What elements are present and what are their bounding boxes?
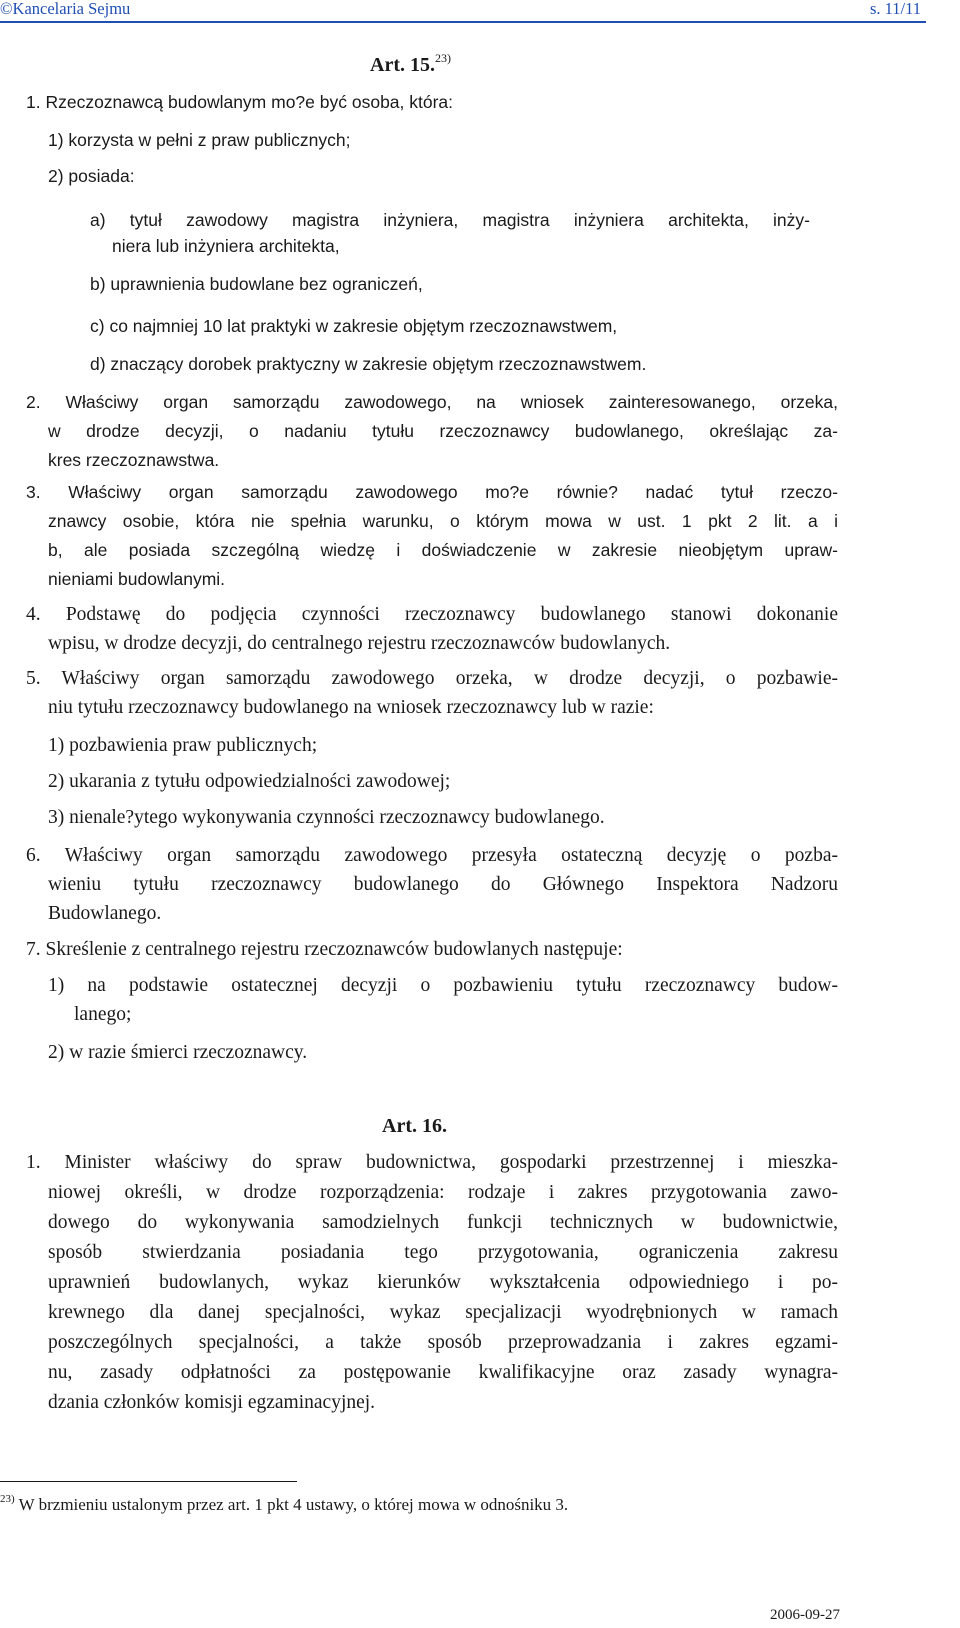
art15-par2-line2: w drodze decyzji, o nadaniu tytułu rzeczoznawcy budowlanego, określając za- [48,421,838,441]
art16-par1-line3: dowego do wykonywania samodzielnych funkcji technicznych w budownictwie, [48,1212,838,1233]
article-16-heading: Art. 16. [382,1115,447,1137]
art16-par1-line8: nu, zasady odpłatności za postępowanie kwalifikacyjne oraz zasady wynagra- [48,1362,838,1383]
header-rule [0,21,926,23]
art15-par7-item1-line1: 1) na podstawie ostatecznej decyzji o pozbawieniu tytułu rzeczoznawcy budow- [48,975,838,996]
art15-par1-intro: 1. Rzeczoznawcą budowlanym mo?e być osoba, która: [26,92,454,112]
art15-par6-line2: wieniu tytułu rzeczoznawcy budowlanego do Głównego Inspektora Nadzoru [48,874,838,895]
article-15-heading: Art. 15.$^{23)}$ [370,51,451,76]
art16-par1-line4: sposób stwierdzania posiadania tego przygotowania, ograniczenia zakresu [48,1242,838,1263]
art15-par7-intro: 7. Skreślenie z centralnego rejestru rzeczoznawców budowlanych następuje: [26,939,623,960]
art16-par1-line9: dzania członków komisji egzaminacyjnej. [48,1392,376,1413]
art15-sub-d: d) znaczący dorobek praktyczny w zakresie objętym rzeczoznawstwem. [90,354,647,374]
art16-par1-line5: uprawnień budowlanych, wykaz kierunków wykształcenia odpowiedniego i po- [48,1272,838,1293]
footnote-23 [0,1493,569,1514]
art15-par7-item2: 2) w razie śmierci rzeczoznawcy. [48,1042,308,1063]
footnote-text: W brzmieniu ustalonym przez art. 1 pkt 4 ustawy, o której mowa w odnośniku 3. [18,1495,569,1514]
art15-par4-line2: wpisu, w drodze decyzji, do centralnego rejestru rzeczoznawców budowlanych. [48,633,671,654]
footnote-marker: 23) [0,1493,15,1505]
art15-par5-item1: 1) pozbawienia praw publicznych; [48,735,318,756]
art15-par1-item1: 1) korzysta w pełni z praw publicznych; [48,130,351,150]
art16-par1-line6: krewnego dla danej specjalności, wykaz specjalizacji wyodrębnionych w ramach [48,1302,838,1323]
art16-par1-line7: poszczególnych specjalności, a także sposób przeprowadzania i zakres egzami- [48,1332,838,1353]
art15-sub-a-line2: niera lub inżyniera architekta, [112,236,340,256]
page-number: s. 11/11 [869,0,921,18]
art15-par6-line3: Budowlanego. [48,903,162,924]
art15-par6-line1: 6. Właściwy organ samorządu zawodowego przesyła ostateczną decyzję o pozba- [26,845,838,866]
art15-sub-b: b) uprawnienia budowlane bez ograniczeń, [90,274,423,294]
art15-par3-line1: 3. Właściwy organ samorządu zawodowego mo?e równie? nadać tytuł rzeczo- [26,482,838,502]
art16-par1-line2: niowej określi, w drodze rozporządzenia: rodzaje i zakres przygotowania zawo- [48,1182,838,1203]
art15-par3-line4: nieniami budowlanymi. [48,569,226,589]
footnote-divider [0,1481,297,1482]
art15-par5-line2: niu tytułu rzeczoznawcy budowlanego na wniosek rzeczoznawcy lub w razie: [48,697,654,718]
art15-par4-line1: 4. Podstawę do podjęcia czynności rzeczoznawcy budowlanego stanowi dokonanie [26,604,838,625]
art15-sub-c: c) co najmniej 10 lat praktyki w zakresie objętym rzeczoznawstwem, [90,316,618,336]
art15-par5-item2: 2) ukarania z tytułu odpowiedzialności zawodowej; [48,771,451,792]
art15-par3-line3: b, ale posiada szczególną wiedzę i doświadczenie w zakresie nieobjętym upraw- [48,540,838,560]
footnote-ref-23[interactable]: 23) [434,51,451,65]
copyright-label: ©Kancelaria Sejmu [0,0,131,18]
art16-par1-line1: 1. Minister właściwy do spraw budownictwa, gospodarki przestrzennej i mieszka- [26,1152,838,1173]
art15-par7-item1-line2: lanego; [74,1004,132,1025]
art15-par3-line2: znawcy osobie, która nie spełnia warunku, o którym mowa w ust. 1 pkt 2 lit. a i [48,511,838,531]
footer-date: 2006-09-27 [770,1607,840,1623]
art15-par2-line3: kres rzeczoznawstwa. [48,450,220,470]
art15-par5-item3: 3) nienale?ytego wykonywania czynności rzeczoznawcy budowlanego. [48,807,605,828]
art15-par2-line1: 2. Właściwy organ samorządu zawodowego, na wniosek zainteresowanego, orzeka, [26,392,838,412]
art15-par1-item2: 2) posiada: [48,166,135,186]
art15-sub-a-line1: a) tytuł zawodowy magistra inżyniera, magistra inżyniera architekta, inży- [90,210,810,230]
art15-par5-line1: 5. Właściwy organ samorządu zawodowego orzeka, w drodze decyzji, o pozbawie- [26,668,838,689]
